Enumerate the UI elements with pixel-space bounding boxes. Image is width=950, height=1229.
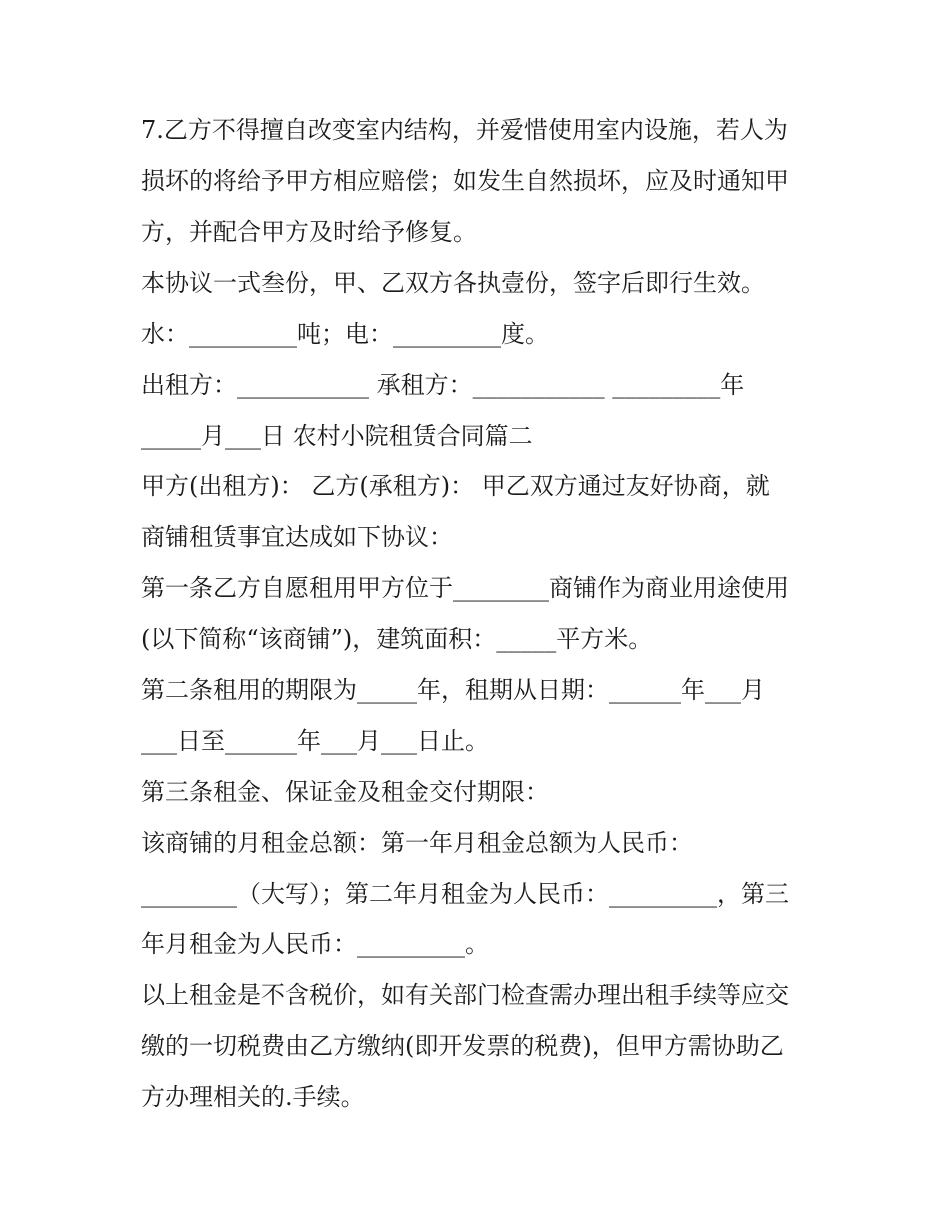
text-line: 缴的一切税费由乙方缴纳(即开发票的税费)，但甲方需协助乙 <box>141 1032 784 1060</box>
text-line: 本协议一式叁份，甲、乙双方各执壹份，签字后即行生效。 <box>141 269 765 297</box>
text-line: (以下简称“该商铺”)，建筑面积：_____平方米。 <box>141 625 653 653</box>
text-line: 商铺租赁事宜达成如下协议： <box>141 523 453 551</box>
text-line: 第二条租用的期限为_____年，租期从日期：______年___月 <box>141 676 765 704</box>
text-line: 方办理相关的.手续。 <box>141 1083 365 1111</box>
text-line: 出租方：___________ 承租方：___________ _________年 <box>141 371 745 399</box>
text-line: _____月___日 农村小院租赁合同篇二 <box>141 422 533 450</box>
text-line: 甲方(出租方)： 乙方(承租方)： 甲乙双方通过友好协商，就 <box>141 472 770 500</box>
text-line: 水：_________吨；电：_________度。 <box>141 320 549 348</box>
text-line: 损坏的将给予甲方相应赔偿；如发生自然损坏，应及时通知甲 <box>141 167 789 195</box>
text-line: 以上租金是不含税价，如有关部门检查需办理出租手续等应交 <box>141 981 789 1009</box>
text-line: 第三条租金、保证金及租金交付期限： <box>141 778 549 806</box>
text-line: 7.乙方不得擅自改变室内结构，并爱惜使用室内设施，若人为 <box>141 116 788 144</box>
text-line: 第一条乙方自愿租用甲方位于________商铺作为商业用途使用 <box>141 574 789 602</box>
text-line: ________（大写）；第二年月租金为人民币：_________，第三 <box>141 880 789 908</box>
text-line: 年月租金为人民币：_________。 <box>141 930 489 958</box>
text-line: 方，并配合甲方及时给予修复。 <box>141 218 477 246</box>
text-line: ___日至______年___月___日止。 <box>141 727 489 755</box>
text-line: 该商铺的月租金总额：第一年月租金总额为人民币： <box>141 829 693 857</box>
